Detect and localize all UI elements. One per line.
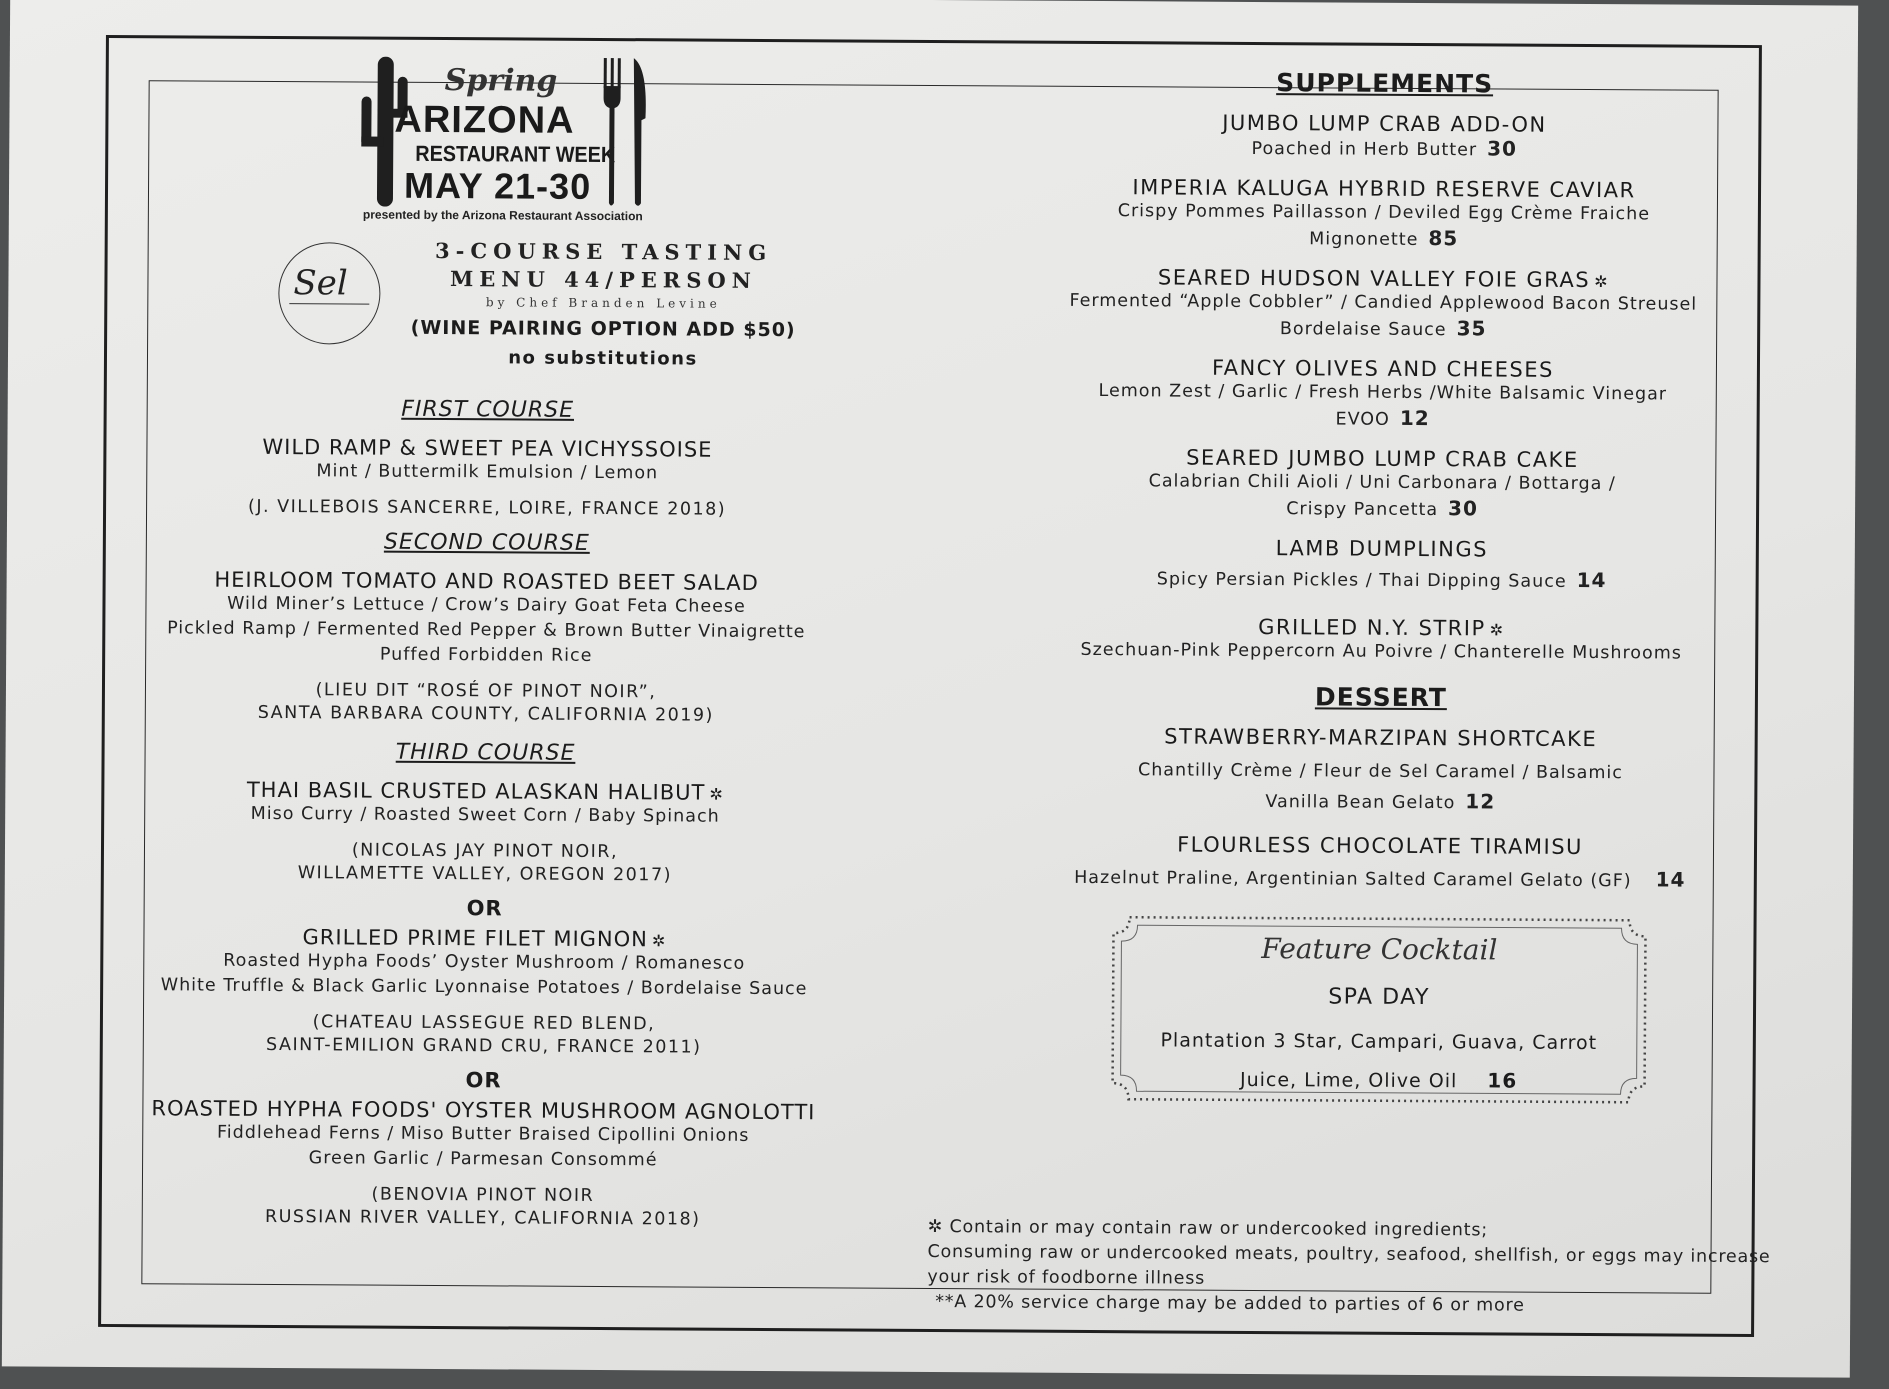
supplement-desc: Fermented “Apple Cobbler” / Candied Applewood Bacon Streusel: [1069, 290, 1698, 315]
supplement-item: [967, 534, 1797, 596]
cocktail-price: 16: [1487, 1068, 1518, 1093]
dessert-desc-text: Vanilla Bean Gelato: [1265, 792, 1456, 814]
footnote-1-text: Contain or may contain raw or undercooked ingredients;: [949, 1217, 1489, 1241]
option-3-wine-line-2: RUSSIAN RIVER VALLEY, CALIFORNIA 2018): [264, 1206, 701, 1230]
supplement-price: 30: [1448, 496, 1479, 521]
supplement-name-text: SEARED HUDSON VALLEY FOIE GRAS: [1157, 265, 1591, 293]
third-course-option-1-wine: [115, 838, 855, 889]
logo-presented-by: presented by the Arizona Restaurant Association: [362, 207, 643, 224]
supplement-desc-2: [968, 403, 1798, 435]
feature-cocktail-box: [1108, 913, 1649, 1106]
dessert-item: [965, 831, 1795, 895]
supplement-name: SEARED JUMBO LUMP CRAB CAKE: [1186, 445, 1579, 472]
dessert-desc-text: Hazelnut Praline, Argentinian Salted Caramel Gelato (GF): [1074, 867, 1632, 892]
tasting-title: [388, 237, 818, 296]
third-course-option-3-desc-1: Fiddlehead Ferns / Miso Butter Braised Cipollini Onions: [216, 1122, 750, 1146]
fork-knife-icon: [601, 58, 650, 208]
left-column: [113, 55, 860, 1232]
supplement-item: [966, 613, 1796, 667]
supplement-desc-text: Crispy Pancetta: [1286, 499, 1439, 521]
tasting-menu-header: [118, 235, 859, 390]
supplement-desc-text: Spicy Persian Pickles / Thai Dipping Sauce: [1156, 569, 1567, 592]
supplement-desc-2: [968, 313, 1798, 345]
supplement-desc: Calabrian Chili Aioli / Uni Carbonara / Bottarga /: [1148, 471, 1616, 495]
third-course-option-3-dish: ROASTED HYPHA FOODS' OYSTER MUSHROOM AGNOLOTTI: [151, 1096, 816, 1125]
cocktail-desc-1: Plantation 3 Star, Campari, Guava, Carrot: [1160, 1029, 1598, 1055]
supplement-price: 30: [1487, 136, 1518, 161]
dessert-item: [965, 723, 1796, 818]
option-1-wine-line-1: (NICOLAS JAY PINOT NOIR,: [351, 840, 619, 863]
supplement-price: 12: [1399, 405, 1430, 431]
third-course-option-2-desc-1: Roasted Hypha Foods’ Oyster Mushroom / Romanesco: [223, 950, 746, 974]
wine-pairing-option: (WINE PAIRING OPTION ADD $50): [410, 316, 796, 342]
supplement-desc: [969, 133, 1799, 165]
footnote-2: Consuming raw or undercooked meats, poultry, seafood, shellfish, or eggs may increase: [927, 1241, 1771, 1268]
second-course-dish: HEIRLOOM TOMATO AND ROASTED BEET SALAD: [214, 567, 759, 595]
tasting-line-1: 3-COURSE TASTING: [435, 237, 773, 266]
supplement-desc-text: EVOO: [1335, 409, 1390, 430]
supplement-desc: Crispy Pommes Paillasson / Deviled Egg Crème Fraiche: [1117, 201, 1651, 225]
supplement-desc-2: [969, 223, 1799, 255]
option-1-name: THAI BASIL CRUSTED ALASKAN HALIBUT: [246, 777, 706, 805]
option-1-wine-line-2: WILLAMETTE VALLEY, OREGON 2017): [297, 863, 673, 886]
supplement-desc: [967, 564, 1797, 596]
raw-star-icon: ✲: [651, 931, 667, 951]
second-course-desc-3: Puffed Forbidden Rice: [379, 644, 593, 666]
supplement-desc-text: Mignonette: [1309, 229, 1419, 250]
third-course-heading: THIRD COURSE: [395, 739, 576, 766]
first-course-wine: (J. VILLEBOIS SANCERRE, LOIRE, FRANCE 2018): [247, 496, 727, 520]
second-course-wine-line-2: SANTA BARBARA COUNTY, CALIFORNIA 2019): [257, 702, 714, 726]
supplement-price: 35: [1456, 316, 1487, 341]
supplement-item: [968, 354, 1798, 435]
supplement-price: 85: [1428, 226, 1459, 251]
footnote-4: **A 20% service charge may be added to parties of 6 or more: [935, 1292, 1525, 1316]
dessert-name: STRAWBERRY-MARZIPAN SHORTCAKE: [1164, 724, 1598, 752]
second-course-desc-2: Pickled Ramp / Fermented Red Pepper & Brown Butter Vinaigrette: [167, 618, 806, 643]
supplement-desc-text: Bordelaise Sauce: [1279, 319, 1447, 341]
supplement-name-text: GRILLED N.Y. STRIP: [1258, 615, 1486, 641]
supplement-desc: Szechuan-Pink Peppercorn Au Poivre / Chanterelle Mushrooms: [1080, 639, 1682, 664]
logo-spring: Spring: [444, 63, 558, 99]
option-2-wine-line-2: SAINT-EMILION GRAND CRU, FRANCE 2011): [266, 1034, 702, 1058]
supplements-heading: SUPPLEMENTS: [1276, 68, 1494, 99]
second-course-desc-1: Wild Miner’s Lettuce / Crow’s Dairy Goat Feta Cheese: [227, 593, 746, 617]
cocktail-desc: [1108, 1021, 1648, 1101]
supplement-desc-text: Poached in Herb Butter: [1251, 138, 1478, 161]
dessert-desc: Chantilly Crème / Fleur de Sel Caramel / Balsamic: [1137, 760, 1624, 784]
supplement-item: [968, 264, 1798, 345]
or-divider-1: OR: [466, 896, 503, 921]
cocktail-name: SPA DAY: [1328, 984, 1431, 1011]
dessert-desc-2: [965, 786, 1795, 818]
third-course-option-3-desc-2: Green Garlic / Parmesan Consommé: [308, 1148, 658, 1171]
option-2-wine-line-1: (CHATEAU LASSEGUE RED BLEND,: [312, 1012, 656, 1035]
supplement-item: [967, 444, 1797, 525]
raw-star-icon: ✲: [1489, 620, 1505, 640]
first-course-heading: FIRST COURSE: [401, 396, 575, 423]
first-course-desc: Mint / Buttermilk Emulsion / Lemon: [316, 461, 659, 484]
dessert-desc: [965, 863, 1795, 895]
no-substitutions: no substitutions: [508, 347, 698, 370]
third-course-option-1-desc: Miso Curry / Roasted Sweet Corn / Baby Spinach: [250, 803, 720, 827]
supplement-item: [969, 109, 1799, 165]
raw-star-icon: ✲: [709, 784, 724, 804]
first-course-dish: WILD RAMP & SWEET PEA VICHYSSOISE: [262, 434, 713, 462]
second-course-wine-line-1: (LIEU DIT “ROSÉ OF PINOT NOIR”,: [315, 680, 657, 703]
third-course-option-2-desc-2: White Truffle & Black Garlic Lyonnaise Potatoes / Bordelaise Sauce: [160, 975, 808, 1000]
dessert-name: FLOURLESS CHOCOLATE TIRAMISU: [1177, 832, 1584, 859]
option-2-name: GRILLED PRIME FILET MIGNON: [302, 925, 648, 952]
cocktail-desc-2: [1108, 1059, 1648, 1101]
chef-credit: by Chef Branden Levine: [485, 295, 721, 311]
raw-star-icon: ✲: [1594, 272, 1610, 292]
option-3-wine-line-1: (BENOVIA PINOT NOIR: [371, 1184, 595, 1206]
third-course-option-3-wine: [113, 1182, 853, 1233]
supplement-name: FANCY OLIVES AND CHEESES: [1211, 355, 1554, 382]
cocktail-title: Feature Cocktail: [1261, 932, 1498, 967]
second-course-heading: SECOND COURSE: [383, 529, 590, 556]
second-course-wine: [116, 678, 856, 729]
dessert-price: 12: [1465, 789, 1496, 814]
cocktail-desc-2-text: Juice, Lime, Olive Oil: [1239, 1068, 1458, 1093]
supplement-desc-2: [967, 493, 1797, 525]
logo-arizona: ARIZONA: [394, 98, 575, 142]
menu-card: [2, 0, 1858, 1378]
emblem-line: [289, 303, 369, 304]
tasting-line-2: MENU 44/PERSON: [449, 266, 757, 293]
footnote-3: your risk of foodborne illness: [927, 1266, 1206, 1289]
or-divider-2: OR: [465, 1068, 502, 1093]
dessert-heading: DESSERT: [1314, 682, 1448, 713]
supplement-name: JUMBO LUMP CRAB ADD-ON: [1222, 110, 1547, 137]
right-column: [963, 60, 1799, 1107]
sel-emblem-text: Sel: [293, 263, 348, 304]
third-course-option-2-wine: [114, 1010, 854, 1061]
logo-dates: MAY 21-30: [403, 164, 592, 207]
dessert-price: 14: [1655, 867, 1686, 892]
supplement-desc: Lemon Zest / Garlic / Fresh Herbs /White Balsamic Vinegar: [1098, 381, 1668, 405]
supplement-price: 14: [1576, 567, 1607, 593]
supplement-name: LAMB DUMPLINGS: [1275, 536, 1489, 562]
logo-restaurant-week: RESTAURANT WEEK: [415, 140, 616, 168]
footnotes: [927, 1215, 1808, 1320]
supplement-item: [969, 174, 1799, 255]
supplement-name: IMPERIA KALUGA HYBRID RESERVE CAVIAR: [1132, 175, 1636, 203]
raw-star-icon: ✲: [927, 1216, 944, 1238]
restaurant-week-logo: [349, 56, 650, 224]
